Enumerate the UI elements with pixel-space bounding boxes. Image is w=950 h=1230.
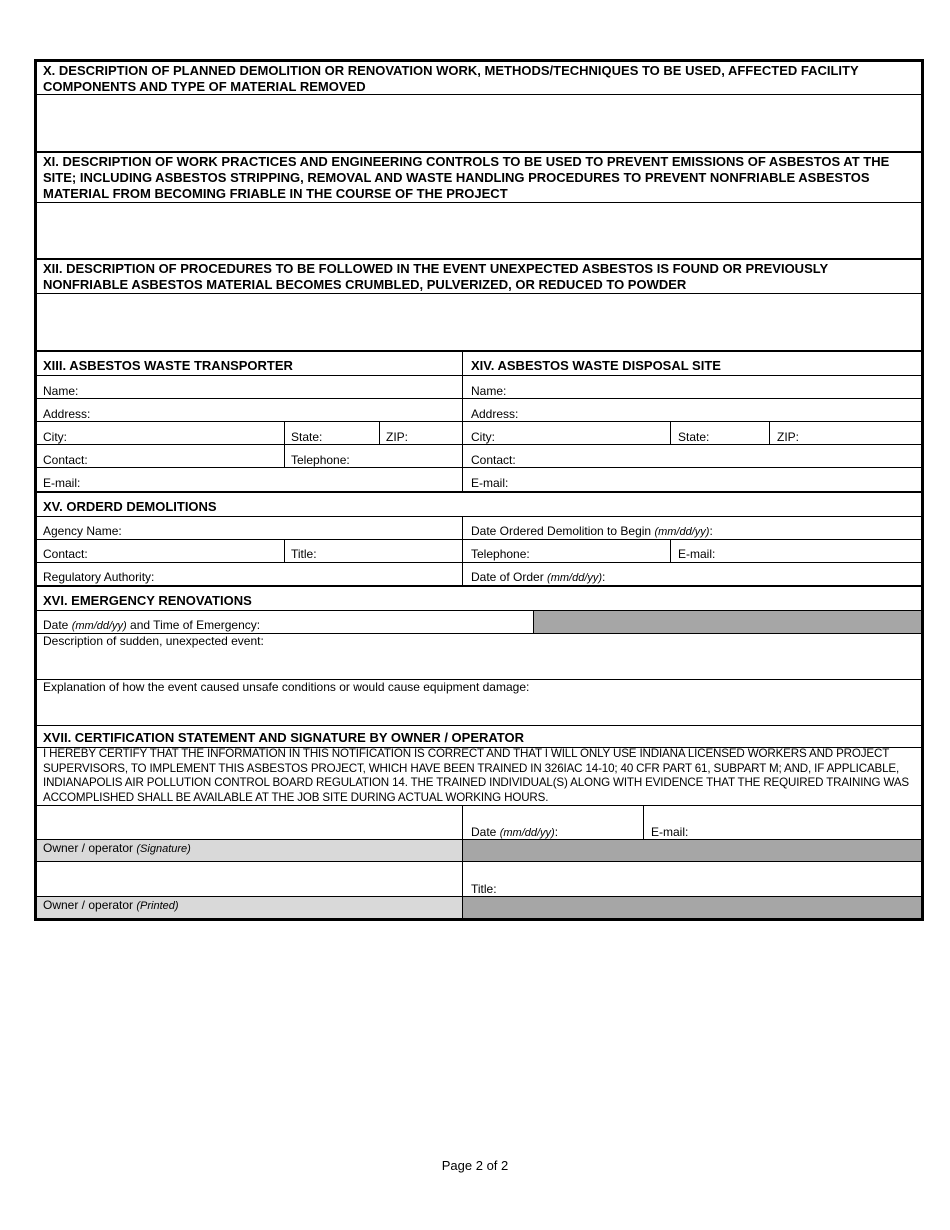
transporter-zip-field[interactable]: ZIP: — [386, 430, 409, 444]
certification-date-field[interactable]: Date (mm/dd/yy): — [471, 825, 559, 839]
emergency-explanation-field[interactable]: Explanation of how the event caused unsafe conditions or would cause equipment damage: — [43, 680, 530, 694]
transporter-email-field[interactable]: E-mail: — [43, 476, 81, 490]
disposal-state-field[interactable]: State: — [678, 430, 710, 444]
section-xv-header: XV. ORDERD DEMOLITIONS — [43, 499, 217, 514]
page-number: Page 2 of 2 — [441, 1158, 509, 1173]
transporter-name-field[interactable]: Name: — [43, 384, 79, 398]
date-demolition-begin-field[interactable]: Date Ordered Demolition to Begin (mm/dd/yy): — [471, 524, 713, 538]
demolition-email-field[interactable]: E-mail: — [678, 547, 716, 561]
gray-shaded-cell — [463, 897, 921, 918]
disposal-contact-field[interactable]: Contact: — [471, 453, 516, 467]
transporter-telephone-field[interactable]: Telephone: — [291, 453, 350, 467]
gray-shaded-cell — [463, 840, 921, 861]
emergency-description-field[interactable]: Description of sudden, unexpected event: — [43, 634, 264, 648]
demolition-title-field[interactable]: Title: — [291, 547, 317, 561]
section-xiv-header: XIV. ASBESTOS WASTE DISPOSAL SITE — [471, 358, 721, 373]
asbestos-notification-form — [34, 59, 924, 921]
demolition-telephone-field[interactable]: Telephone: — [471, 547, 530, 561]
date-of-order-field[interactable]: Date of Order (mm/dd/yy): — [471, 570, 606, 584]
owner-printed-label: Owner / operator (Printed) — [37, 897, 462, 918]
disposal-email-field[interactable]: E-mail: — [471, 476, 509, 490]
owner-signature-label: Owner / operator (Signature) — [37, 840, 462, 861]
disposal-name-field[interactable]: Name: — [471, 384, 507, 398]
transporter-contact-field[interactable]: Contact: — [43, 453, 88, 467]
transporter-state-field[interactable]: State: — [291, 430, 323, 444]
section-xi-input[interactable] — [37, 203, 921, 258]
certification-title-field[interactable]: Title: — [471, 882, 497, 896]
transporter-city-field[interactable]: City: — [43, 430, 67, 444]
section-xii-header: XII. DESCRIPTION OF PROCEDURES TO BE FOLLOWED IN THE EVENT UNEXPECTED ASBESTOS IS FOUND OR PREVIOUSLY NONFRIABLE ASBESTOS MATERIAL BECOMES CRUMBLED, PULVERIZED, OR REDUCED TO POWDER — [43, 261, 828, 292]
regulatory-authority-field[interactable]: Regulatory Authority: — [43, 570, 155, 584]
agency-name-field[interactable]: Agency Name: — [43, 524, 122, 538]
section-x-input[interactable] — [37, 95, 921, 151]
transporter-address-field[interactable]: Address: — [43, 407, 91, 421]
demolition-contact-field[interactable]: Contact: — [43, 547, 88, 561]
disposal-zip-field[interactable]: ZIP: — [777, 430, 800, 444]
disposal-city-field[interactable]: City: — [471, 430, 495, 444]
gray-shaded-cell — [534, 611, 921, 633]
section-x-header: X. DESCRIPTION OF PLANNED DEMOLITION OR RENOVATION WORK, METHODS/TECHNIQUES TO BE USED, AFFECTED FACILITY COMPONENTS AND TYPE OF MATERIAL REMOVED — [43, 63, 859, 94]
section-xvi-header: XVI. EMERGENCY RENOVATIONS — [43, 593, 252, 608]
section-xvii-header: XVII. CERTIFICATION STATEMENT AND SIGNATURE BY OWNER / OPERATOR — [43, 730, 525, 745]
emergency-date-time-field[interactable]: Date (mm/dd/yy) and Time of Emergency: — [43, 618, 261, 632]
section-xi-header: XI. DESCRIPTION OF WORK PRACTICES AND ENGINEERING CONTROLS TO BE USED TO PREVENT EMISSIONS OF ASBESTOS AT THE SITE; INCLUDING ASBESTOS STRIPPING, REMOVAL AND WASTE HANDLING PROCEDURES TO PREVENT NONFRIABLE ASBESTOS MATERIAL FROM BECOMING FRIABLE IN THE COURSE OF THE PROJECT — [43, 154, 890, 201]
section-xii-input[interactable] — [37, 294, 921, 350]
certification-email-field[interactable]: E-mail: — [651, 825, 689, 839]
disposal-address-field[interactable]: Address: — [471, 407, 519, 421]
section-xiii-header: XIII. ASBESTOS WASTE TRANSPORTER — [43, 358, 293, 373]
owner-printed-input[interactable] — [37, 862, 462, 896]
owner-signature-input[interactable] — [37, 806, 462, 839]
certification-statement: I HEREBY CERTIFY THAT THE INFORMATION IN THIS NOTIFICATION IS CORRECT AND THAT I WILL ONLY USE INDIANA LICENSED WORKERS AND PROJECT SUPERVISORS, TO IMPLEMENT THIS ASBESTOS PROJECT, WHICH HAVE BEEN TRAINED IN 326IAC 14-10; 40 CFR PART 61, SUBPART M; AND, IF APPLICABLE, INDIANAPOLIS AIR POLLUTION CONTROL BOARD REGULATION 14. THE TRAINED INDIVIDUAL(S) ALONG WITH EVIDENCE THAT THE REQUIRED TRAINING WAS ACCOMPLISHED SHALL BE AVAILABLE AT THE JOB SITE DURING ACTUAL WORKING HOURS. — [43, 747, 909, 804]
